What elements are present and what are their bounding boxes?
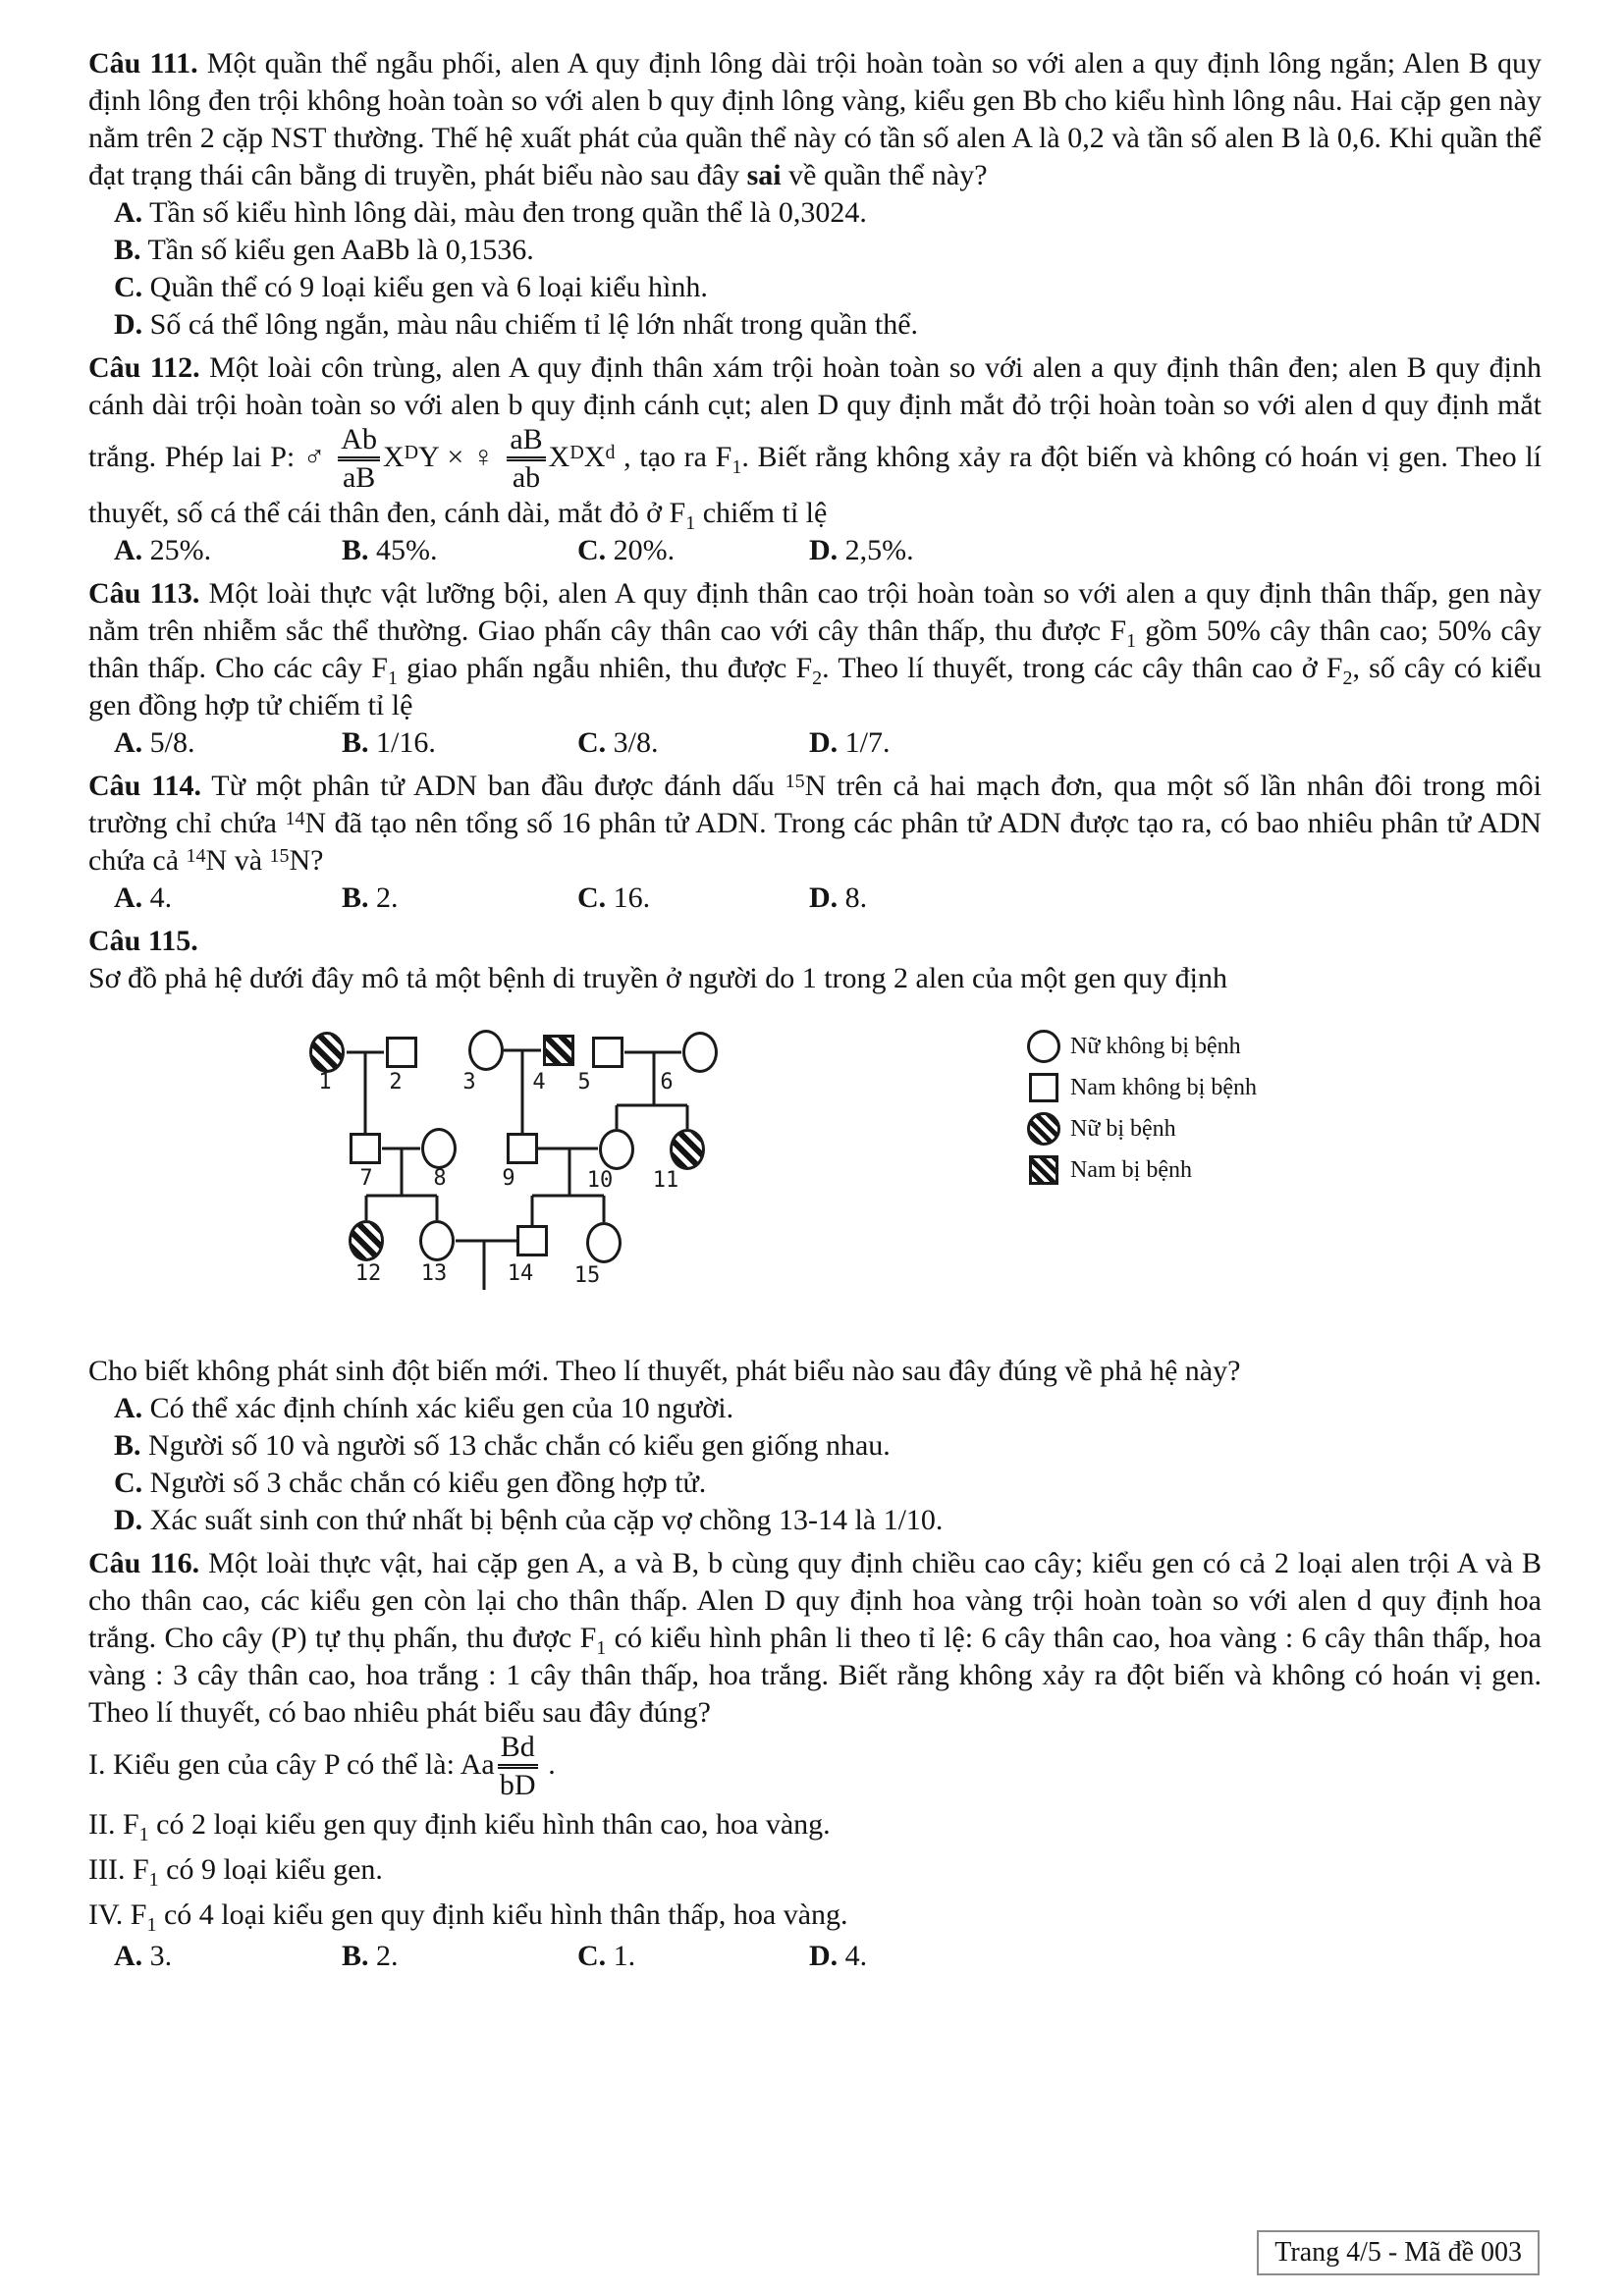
- question-113-option-c: [577, 724, 809, 762]
- text-run: A.: [114, 725, 143, 759]
- text-run: có kiểu hình phân li theo tỉ lệ: 6 cây thân cao, hoa vàng : 6 cây thân thấp, hoa vàng : 3 cây thân cao, hoa trắng : 1 cây thân thấp, hoa trắng. Biết rằng không xảy ra đột biến và không có hoán vị gen. Theo lí thuyết, có bao nhiêu phát biểu sau đây đúng?: [88, 1621, 1542, 1729]
- text-run: N?: [289, 843, 324, 877]
- text-run: có 9 loại kiểu gen.: [158, 1852, 383, 1886]
- question-113: [88, 575, 1542, 762]
- text-run: 2.: [368, 881, 399, 914]
- genotype-fraction: [495, 1732, 541, 1802]
- question-115-option-b: [88, 1427, 1542, 1465]
- legend-item: [1023, 1070, 1257, 1105]
- text-run: 8.: [838, 881, 868, 914]
- question-116: [88, 1545, 1542, 1975]
- text-run: Người số 3 chắc chắn có kiểu gen đồng hợp tử.: [142, 1466, 707, 1499]
- text-run: N trên cả hai mạch đơn, qua một số lần nhân đôi trong môi trường chỉ chứa: [88, 769, 1542, 839]
- text-run: 25%.: [142, 533, 212, 566]
- text-run: có 2 loại kiểu gen quy định kiểu hình thân cao, hoa vàng.: [148, 1807, 831, 1841]
- pedigree-number-14: 14: [507, 1260, 534, 1286]
- text-run: X: [583, 440, 606, 473]
- text-run: Câu 111.: [88, 47, 198, 80]
- text-run: 1: [388, 667, 398, 689]
- question-114-option-a: [114, 880, 342, 917]
- pedigree-number-13: 13: [420, 1260, 448, 1286]
- legend-label: Nam không bị bệnh: [1070, 1074, 1257, 1100]
- text-run: Người số 10 và người số 13 chắc chắn có kiểu gen giống nhau.: [140, 1428, 891, 1462]
- pedigree-number-12: 12: [354, 1260, 382, 1286]
- pedigree-number-1: 1: [318, 1069, 332, 1095]
- pedigree-lines: [88, 1027, 1542, 1313]
- text-run: 15: [785, 770, 805, 792]
- question-116-options: [88, 1938, 1542, 1975]
- question-114-text: [88, 768, 1542, 880]
- question-115-option-c: [88, 1465, 1542, 1502]
- text-run: 20%.: [606, 533, 676, 566]
- text-run: 1: [596, 1636, 607, 1659]
- pedigree-number-2: 2: [389, 1069, 403, 1095]
- pedigree-individual-6-female: [682, 1032, 718, 1073]
- question-116-statement-2: [88, 1802, 1542, 1847]
- question-114: [88, 768, 1542, 917]
- question-113-option-d: [809, 724, 891, 762]
- text-run: 1: [1126, 629, 1137, 652]
- text-run: .: [540, 1747, 556, 1781]
- question-113-text: [88, 575, 1542, 724]
- pedigree-individual-4-male-affected: [543, 1035, 574, 1066]
- text-run: A.: [114, 196, 143, 229]
- question-111-option-b: [88, 232, 1542, 269]
- unaffected-male-symbol-icon: [1029, 1073, 1058, 1102]
- text-run: có 4 loại kiểu gen quy định kiểu hình thân thấp, hoa vàng.: [156, 1897, 848, 1931]
- text-run: Câu 112.: [88, 351, 200, 384]
- text-run: chiếm tỉ lệ: [695, 496, 828, 529]
- text-run: B.: [114, 234, 141, 266]
- question-116-option-d: [809, 1938, 867, 1975]
- pedigree-individual-12-female-affected: [349, 1220, 384, 1261]
- text-run: IV. F: [88, 1897, 147, 1931]
- text-run: Câu 115.: [88, 924, 198, 957]
- text-run: 2: [1342, 667, 1353, 689]
- text-run: về quần thể này?: [781, 159, 988, 191]
- question-116-option-b: [342, 1938, 577, 1975]
- text-run: Một quần thể ngẫu phối, alen A quy định lông dài trội hoàn toàn so với alen a quy định lông ngắn; Alen B quy định lông đen trội không hoàn toàn so với alen b quy định lông vàng, kiểu gen Bb cho kiểu hình lông nâu. Hai cặp gen này nằm trên 2 cặp NST thường. Thế hệ xuất phát của quần thể này có tần số alen A là 0,2 và tần số alen B là 0,6. Khi quần thể đạt trạng thái cân bằng di truyền, phát biểu nào sau đây: [88, 47, 1542, 191]
- legend-label: Nữ bị bệnh: [1070, 1115, 1176, 1142]
- question-116-option-c: [577, 1938, 809, 1975]
- text-run: X: [382, 440, 405, 473]
- text-run: sai: [746, 159, 782, 191]
- text-run: Sơ đồ phả hệ dưới đây mô tả một bệnh di truyền ở người do 1 trong 2 alen của một gen quy định: [88, 961, 1227, 994]
- question-111-text: [88, 45, 1542, 194]
- question-116-text: [88, 1545, 1542, 1732]
- question-116-statement-1: [88, 1732, 1542, 1802]
- question-111-option-c: [88, 269, 1542, 306]
- pedigree-individual-14-male: [516, 1225, 548, 1256]
- legend-shape-wrap: [1023, 1112, 1064, 1146]
- text-run: 1: [731, 455, 742, 478]
- text-run: Tần số kiểu gen AaBb là 0,1536.: [140, 234, 534, 266]
- text-run: giao phấn ngẫu nhiên, thu được F: [398, 651, 813, 684]
- text-run: 3.: [142, 1939, 173, 1972]
- text-run: III. F: [88, 1852, 149, 1886]
- legend-shape-wrap: [1023, 1030, 1064, 1063]
- text-run: C.: [577, 1939, 607, 1972]
- question-115-option-d: [88, 1502, 1542, 1539]
- text-run: 16.: [606, 881, 651, 914]
- text-run: Xác suất sinh con thứ nhất bị bệnh của cặp vợ chồng 13-14 là 1/10.: [142, 1503, 944, 1536]
- legend-item: [1023, 1152, 1257, 1188]
- text-run: 1.: [606, 1939, 636, 1972]
- affected-female-symbol-icon: [1027, 1112, 1060, 1146]
- question-116-statement-3: [88, 1847, 1542, 1893]
- text-run: gồm 50% cây thân cao; 50% cây thân thấp. Cho các cây F: [88, 614, 1542, 684]
- text-run: , số cây có kiểu gen đồng hợp tử chiếm tỉ lệ: [88, 651, 1543, 721]
- text-run: 2.: [368, 1939, 399, 1972]
- text-run: 2: [812, 667, 823, 689]
- pedigree-individual-9-male: [507, 1133, 538, 1164]
- question-112-option-c: [577, 532, 809, 569]
- text-run: N đã tạo nên tổng số 16 phân tử ADN. Trong các phân tử ADN được tạo ra, có bao nhiêu phân tử ADN chứa cả: [88, 806, 1542, 877]
- pedigree-number-6: 6: [660, 1069, 674, 1095]
- pedigree-number-4: 4: [532, 1069, 546, 1095]
- question-112-option-d: [809, 532, 914, 569]
- legend-label: Nữ không bị bệnh: [1070, 1033, 1241, 1059]
- pedigree-number-5: 5: [577, 1069, 591, 1095]
- text-run: B.: [342, 725, 369, 759]
- legend-item: [1023, 1111, 1257, 1147]
- question-112-option-a: [114, 532, 342, 569]
- question-111-option-a: [88, 194, 1542, 232]
- text-run: 5/8.: [142, 725, 195, 759]
- text-run: 1: [148, 1868, 159, 1891]
- pedigree-individual-13-female: [419, 1220, 455, 1261]
- text-run: 2,5%.: [838, 533, 914, 566]
- pedigree-diagram: [88, 1027, 1542, 1313]
- text-run: Cho biết không phát sinh đột biến mới. Theo lí thuyết, phát biểu nào sau đây đúng về phả hệ này?: [88, 1354, 1241, 1387]
- question-114-option-d: [809, 880, 867, 917]
- text-run: D: [404, 441, 419, 463]
- fraction-denominator: bD: [499, 1769, 536, 1802]
- fraction-numerator: Ab: [338, 424, 380, 461]
- pedigree-legend: [1023, 1029, 1257, 1194]
- text-run: Một loài côn trùng, alen A quy định thân xám trội hoàn toàn so với alen a quy định thân đen; alen B quy định cánh dài trội hoàn toàn so với alen b quy định cánh cụt; alen D quy định mắt đỏ trội hoàn toàn so với alen d quy định mắt trắng. Phép lai P: ♂: [88, 351, 1542, 473]
- pedigree-individual-11-female-affected: [670, 1129, 705, 1170]
- text-run: d: [605, 441, 616, 463]
- text-run: , tạo ra F: [615, 440, 732, 473]
- pedigree-number-15: 15: [573, 1262, 601, 1288]
- text-run: D.: [809, 1939, 839, 1972]
- text-run: A.: [114, 1391, 143, 1424]
- question-113-option-b: [342, 724, 577, 762]
- text-run: D.: [114, 308, 143, 341]
- question-114-option-c: [577, 880, 809, 917]
- question-113-option-a: [114, 724, 342, 762]
- text-run: 1: [138, 1823, 149, 1845]
- text-run: . Theo lí thuyết, trong các cây thân cao ở F: [822, 651, 1343, 684]
- text-run: 1/7.: [838, 725, 891, 759]
- pedigree-individual-7-male: [350, 1133, 381, 1164]
- pedigree-individual-1-female-affected: [309, 1032, 345, 1073]
- question-113-options: [88, 724, 1542, 762]
- question-112: [88, 349, 1542, 569]
- pedigree-number-7: 7: [359, 1165, 373, 1191]
- text-run: 1/16.: [368, 725, 436, 759]
- page-footer: Trang 4/5 - Mã đề 003: [1257, 2230, 1540, 2275]
- text-run: 4.: [142, 881, 173, 914]
- question-112-text: [88, 349, 1542, 532]
- text-run: B.: [342, 533, 369, 566]
- question-115: [88, 923, 1542, 1539]
- pedigree-individual-5-male: [592, 1037, 623, 1068]
- text-run: . Biết rằng không xảy ra đột biến và không có hoán vị gen. Theo lí thuyết, số cá thể cái thân đen, cánh dài, mắt đỏ ở F: [88, 440, 1542, 529]
- question-116-statement-4: [88, 1893, 1542, 1938]
- text-run: Một loài thực vật, hai cặp gen A, a và B, b cùng quy định chiều cao cây; kiểu gen có cả 2 loại alen trội A và B cho thân cao, các kiểu gen còn lại cho thân thấp. Alen D quy định hoa vàng trội hoàn toàn so với alen d quy định hoa trắng. Cho cây (P) tự thụ phấn, thu được F: [88, 1546, 1542, 1654]
- text-run: II. F: [88, 1807, 139, 1841]
- text-run: 14: [285, 807, 305, 829]
- pedigree-number-3: 3: [462, 1069, 476, 1095]
- text-run: C.: [577, 725, 607, 759]
- question-114-option-b: [342, 880, 577, 917]
- fraction-numerator: aB: [507, 424, 545, 461]
- text-run: C.: [114, 1466, 143, 1499]
- fraction-denominator: ab: [512, 461, 541, 495]
- text-run: 4.: [838, 1939, 868, 1972]
- text-run: 3/8.: [606, 725, 659, 759]
- question-111: [88, 45, 1542, 344]
- question-114-options: [88, 880, 1542, 917]
- question-115-option-a: [88, 1390, 1542, 1427]
- question-115-intro: [88, 960, 1542, 997]
- pedigree-individual-10-female: [599, 1129, 634, 1170]
- text-run: B.: [342, 1939, 369, 1972]
- fraction-denominator: aB: [342, 461, 376, 495]
- question-115-after: [88, 1353, 1542, 1390]
- text-run: D.: [114, 1503, 143, 1536]
- question-116-option-a: [114, 1938, 342, 1975]
- affected-male-symbol-icon: [1029, 1155, 1058, 1185]
- question-115-label: [88, 923, 1542, 960]
- text-run: 1: [146, 1913, 157, 1936]
- text-run: C.: [577, 881, 607, 914]
- legend-item: [1023, 1029, 1257, 1064]
- text-run: I. Kiểu gen của cây P có thể là: Aa: [88, 1747, 495, 1781]
- text-run: Một loài thực vật lưỡng bội, alen A quy định thân cao trội hoàn toàn so với alen a quy định thân thấp, gen này nằm trên nhiễm sắc thể thường. Giao phấn cây thân cao với cây thân thấp, thu được F: [88, 576, 1542, 647]
- text-run: Có thể xác định chính xác kiểu gen của 10 người.: [142, 1391, 734, 1424]
- fraction-numerator: Bd: [498, 1732, 538, 1769]
- text-run: Câu 114.: [88, 769, 202, 802]
- question-112-options: [88, 532, 1542, 569]
- text-run: A.: [114, 1939, 143, 1972]
- pedigree-individual-2-male: [386, 1037, 417, 1068]
- text-run: Câu 116.: [88, 1546, 200, 1579]
- legend-label: Nam bị bệnh: [1070, 1156, 1192, 1183]
- text-run: A.: [114, 533, 143, 566]
- pedigree-number-8: 8: [433, 1165, 447, 1191]
- text-run: 45%.: [368, 533, 438, 566]
- text-run: Quần thể có 9 loại kiểu gen và 6 loại kiểu hình.: [142, 271, 708, 303]
- text-run: D: [569, 441, 584, 463]
- text-run: Từ một phân tử ADN ban đầu được đánh dấu: [201, 769, 785, 802]
- pedigree-individual-8-female: [421, 1128, 457, 1169]
- text-run: D.: [809, 881, 839, 914]
- legend-shape-wrap: [1023, 1155, 1064, 1185]
- genotype-fraction: [504, 424, 548, 495]
- legend-shape-wrap: [1023, 1073, 1064, 1102]
- unaffected-female-symbol-icon: [1027, 1030, 1060, 1063]
- pedigree-individual-15-female: [586, 1222, 622, 1263]
- text-run: 15: [269, 844, 290, 867]
- question-111-option-d: [88, 306, 1542, 344]
- text-run: X: [548, 440, 570, 473]
- question-112-option-b: [342, 532, 577, 569]
- text-run: B.: [114, 1428, 141, 1462]
- text-run: C.: [577, 533, 607, 566]
- text-run: 1: [685, 511, 696, 534]
- text-run: D.: [809, 533, 839, 566]
- text-run: D.: [809, 725, 839, 759]
- text-run: B.: [342, 881, 369, 914]
- text-run: Số cá thể lông ngắn, màu nâu chiếm tỉ lệ lớn nhất trong quần thể.: [142, 308, 919, 341]
- genotype-fraction: [335, 424, 383, 495]
- pedigree-number-10: 10: [586, 1167, 614, 1193]
- text-run: Tần số kiểu hình lông dài, màu đen trong quần thể là 0,3024.: [142, 196, 867, 229]
- text-run: A.: [114, 881, 143, 914]
- pedigree-individual-3-female: [468, 1030, 504, 1071]
- pedigree-number-11: 11: [652, 1167, 679, 1193]
- text-run: 14: [186, 844, 206, 867]
- exam-content: [88, 45, 1542, 1981]
- text-run: N và: [205, 843, 270, 877]
- text-run: Câu 113.: [88, 576, 200, 610]
- pedigree-number-9: 9: [502, 1165, 515, 1191]
- text-run: C.: [114, 271, 143, 303]
- text-run: Y × ♀: [418, 440, 505, 473]
